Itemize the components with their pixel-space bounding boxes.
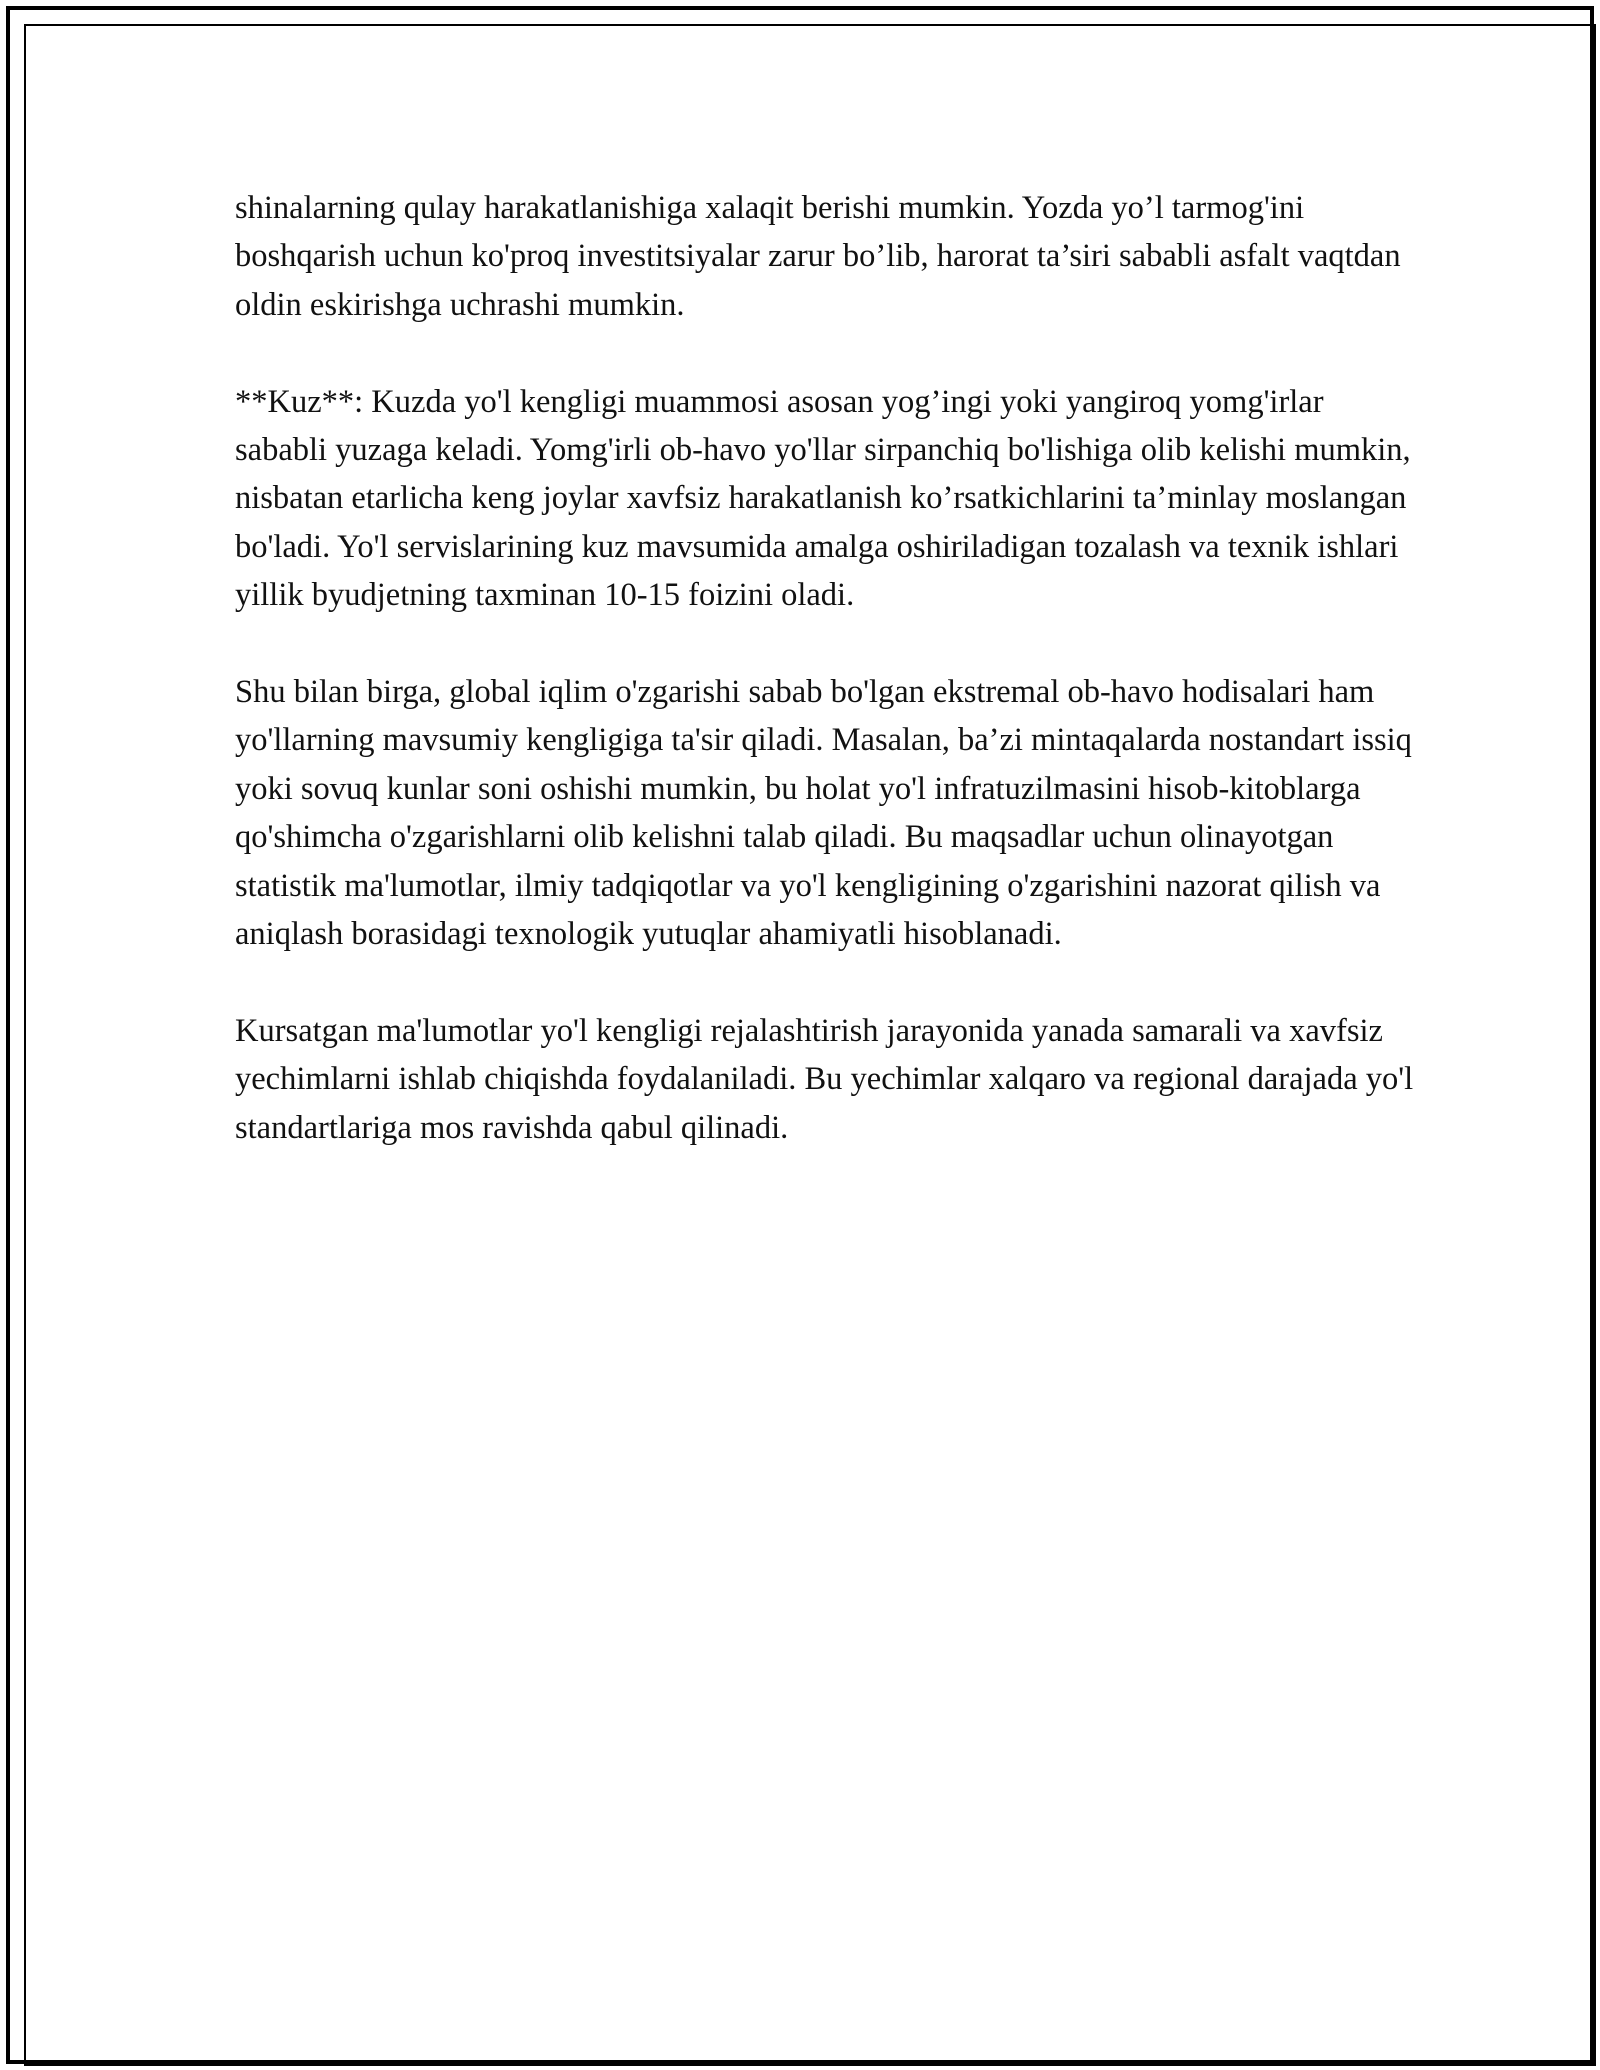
- paragraph-summer-continued: shinalarning qulay harakatlanishiga xalaqit berishi mumkin. Yozda yo’l tarmog'ini boshqarish uchun ko'proq investitsiyalar zarur bo’lib, harorat ta’siri sababli asfalt vaqtdan oldin eskirishga uchrashi mumkin.: [235, 190, 1401, 323]
- paragraph-conclusion: Kursatgan ma'lumotlar yo'l kengligi rejalashtirish jarayonida yanada samarali va xavfsiz yechimlarni ishlab chiqishda foydalaniladi. Bu yechimlar xalqaro va regional darajada yo'l standartlariga mos ravishda qabul qilinadi.: [235, 1012, 1414, 1146]
- paragraph-climate-change: Shu bilan birga, global iqlim o'zgarishi sabab bo'lgan ekstremal ob-havo hodisalari ham yo'llarning mavsumiy kengligiga ta'sir qiladi. Masalan, ba’zi mintaqalarda nostandart issiq yoki sovuq kunlar soni oshishi mumkin, bu holat yo'l infratuzilmasini hisob-kitoblarga qo'shimcha o'zgarishlarni olib kelishni talab qiladi. Bu maqsadlar uchun olinayotgan statistik ma'lumotlar, ilmiy tadqiqotlar va yo'l kengligining o'zgarishini nazorat qilish va aniqlash borasidagi texnologik yutuqlar ahamiyatli hisoblanadi.: [235, 674, 1412, 953]
- paragraph-autumn: **Kuz**: Kuzda yo'l kengligi muammosi asosan yog’ingi yoki yangiroq yomg'irlar sababli yuzaga keladi. Yomg'irli ob-havo yo'llar sirpanchiq bo'lishiga olib kelishi mumkin, nisbatan etarlicha keng joylar xavfsiz harakatlanish ko’rsatkichlarini ta’minlay moslangan bo'ladi. Yo'l servislarining kuz mavsumida amalga oshiriladigan tozalash va texnik ishlari yillik byudjetning taxminan 10-15 foizini oladi.: [235, 383, 1411, 614]
- document-body: [235, 184, 1415, 1200]
